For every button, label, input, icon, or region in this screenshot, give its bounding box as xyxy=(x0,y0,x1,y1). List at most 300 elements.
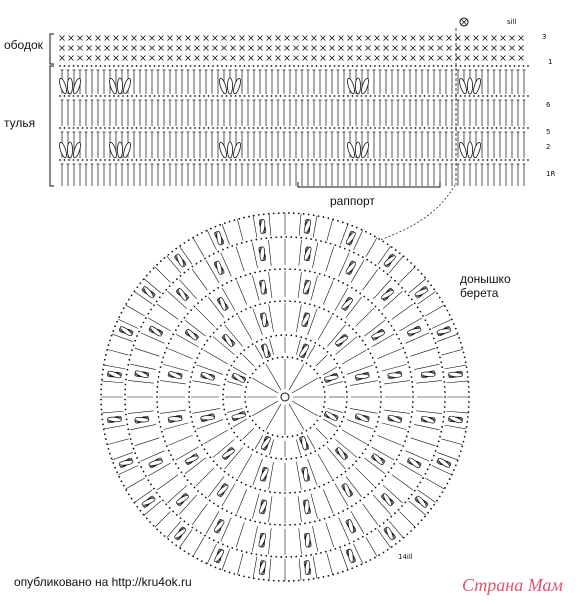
chain-stitch xyxy=(161,361,163,363)
dc-stitch xyxy=(347,420,373,430)
bottom-marker-label: 14ill xyxy=(398,553,413,561)
chain-stitch xyxy=(439,297,441,299)
chain-stitch xyxy=(362,453,364,455)
sc-stitch xyxy=(105,36,110,41)
chain-stitch xyxy=(196,234,198,236)
chain-stitch xyxy=(487,127,489,129)
chain-stitch xyxy=(527,127,529,129)
chain-stitch xyxy=(341,372,343,374)
chain-stitch xyxy=(441,426,443,428)
chain-stitch xyxy=(505,65,507,67)
chain-stitch xyxy=(265,455,267,457)
chain-stitch xyxy=(243,443,245,445)
chain-stitch xyxy=(230,95,232,97)
puff-stitch xyxy=(201,415,215,420)
chain-stitch xyxy=(279,492,281,494)
dc-stitch xyxy=(252,526,257,551)
chain-stitch xyxy=(379,381,381,383)
chain-stitch xyxy=(223,409,225,411)
chain-stitch xyxy=(73,95,75,97)
chain-stitch xyxy=(342,571,344,573)
dc-stitch xyxy=(292,401,318,416)
chain-stitch xyxy=(329,95,331,97)
chain-stitch xyxy=(175,545,177,547)
chain-stitch xyxy=(514,159,516,161)
chain-stitch xyxy=(380,406,382,408)
sc-stitch xyxy=(393,56,398,61)
dc-stitch xyxy=(252,242,257,267)
chain-stitch xyxy=(411,376,413,378)
chain-stitch xyxy=(194,362,196,364)
chain-stitch xyxy=(374,95,376,97)
chain-stitch xyxy=(190,127,192,129)
chain-stitch xyxy=(300,456,302,458)
chain-stitch xyxy=(139,282,141,284)
row-number: 3 xyxy=(542,33,547,41)
dc-stitch xyxy=(350,408,378,413)
chain-stitch xyxy=(247,346,249,348)
chain-stitch xyxy=(122,65,124,67)
chain-stitch xyxy=(124,399,126,401)
chain-stitch xyxy=(118,316,120,318)
chain-stitch xyxy=(351,287,353,289)
dc-stitch xyxy=(311,494,318,519)
dc-stitch xyxy=(237,553,243,574)
chain-stitch xyxy=(289,127,291,129)
chain-stitch xyxy=(421,273,423,275)
chain-stitch xyxy=(236,313,238,315)
chain-stitch xyxy=(307,95,309,97)
chain-stitch xyxy=(437,95,439,97)
chain-stitch xyxy=(393,463,395,465)
chain-stitch xyxy=(68,65,70,67)
chain-stitch xyxy=(436,347,438,349)
chain-stitch xyxy=(352,464,354,466)
chain-stitch xyxy=(280,65,282,67)
chain-stitch xyxy=(356,227,358,229)
row-number: 1R xyxy=(546,170,556,178)
chain-stitch xyxy=(374,159,376,161)
chain-stitch xyxy=(342,510,344,512)
puff-stitch xyxy=(148,459,163,466)
dc-stitch xyxy=(268,528,271,554)
chain-stitch xyxy=(213,290,215,292)
chain-stitch xyxy=(163,65,165,67)
chain-stitch xyxy=(221,65,223,67)
chain-stitch xyxy=(86,95,88,97)
puff-stitch xyxy=(232,78,242,95)
chain-stitch xyxy=(412,401,414,403)
chain-stitch xyxy=(460,65,462,67)
chain-stitch xyxy=(307,65,309,67)
dc-stitch xyxy=(308,309,318,335)
sc-stitch xyxy=(438,46,443,51)
chain-stitch xyxy=(222,399,224,401)
chain-stitch xyxy=(224,471,226,473)
chain-stitch xyxy=(229,221,231,223)
chain-stitch xyxy=(356,95,358,97)
chain-stitch xyxy=(404,291,406,293)
chain-stitch xyxy=(378,483,380,485)
chain-stitch xyxy=(166,445,168,447)
chain-stitch xyxy=(491,159,493,161)
sc-stitch xyxy=(330,46,335,51)
chain-stitch xyxy=(446,127,448,129)
sc-stitch xyxy=(231,36,236,41)
chain-stitch xyxy=(308,579,310,581)
puff-stitch xyxy=(346,78,356,95)
dc-stitch xyxy=(366,238,377,257)
chain-stitch xyxy=(442,421,444,423)
chain-stitch xyxy=(365,65,367,67)
chain-stitch xyxy=(451,95,453,97)
chain-stitch xyxy=(201,299,203,301)
chain-stitch xyxy=(205,497,207,499)
chain-stitch xyxy=(395,543,397,545)
chain-stitch xyxy=(285,556,287,558)
chain-stitch xyxy=(406,436,408,438)
chain-stitch xyxy=(449,478,451,480)
chain-stitch xyxy=(496,95,498,97)
chain-stitch xyxy=(59,127,61,129)
chain-stitch xyxy=(415,159,417,161)
chain-stitch xyxy=(156,396,158,398)
chain-stitch xyxy=(443,411,445,413)
chain-stitch xyxy=(231,512,233,514)
sc-stitch xyxy=(240,56,245,61)
sc-stitch xyxy=(492,46,497,51)
sc-stitch xyxy=(375,36,380,41)
chain-stitch xyxy=(466,371,468,373)
dc-stitch xyxy=(163,423,188,430)
chain-stitch xyxy=(500,127,502,129)
chain-stitch xyxy=(190,95,192,97)
chain-stitch xyxy=(170,338,172,340)
chain-stitch xyxy=(104,65,106,67)
chain-stitch xyxy=(374,431,376,433)
chain-stitch xyxy=(385,475,387,477)
chain-stitch xyxy=(164,352,166,354)
chain-stitch xyxy=(444,406,446,408)
puff-stitch xyxy=(448,415,463,424)
chain-stitch xyxy=(127,159,129,161)
chain-stitch xyxy=(178,467,180,469)
chain-stitch xyxy=(298,95,300,97)
sc-stitch xyxy=(375,56,380,61)
sc-stitch xyxy=(159,36,164,41)
dc-stitch xyxy=(130,364,155,369)
chain-stitch xyxy=(345,406,347,408)
sc-stitch xyxy=(357,36,362,41)
chain-stitch xyxy=(374,65,376,67)
chain-stitch xyxy=(209,293,211,295)
sc-stitch xyxy=(366,36,371,41)
chain-stitch xyxy=(464,65,466,67)
puff-stitch xyxy=(301,436,307,450)
chain-stitch xyxy=(427,512,429,514)
chain-stitch xyxy=(464,159,466,161)
chain-stitch xyxy=(288,212,290,214)
chain-stitch xyxy=(203,127,205,129)
chain-stitch xyxy=(338,280,340,282)
chain-stitch xyxy=(482,127,484,129)
chain-stitch xyxy=(356,565,358,567)
chain-stitch xyxy=(361,65,363,67)
chain-stitch xyxy=(267,360,269,362)
dc-stitch xyxy=(243,428,254,439)
dc-stitch xyxy=(299,214,301,236)
sc-stitch xyxy=(159,46,164,51)
chain-stitch xyxy=(127,95,129,97)
chain-stitch xyxy=(309,303,311,305)
chain-stitch xyxy=(442,301,444,303)
chain-stitch xyxy=(374,362,376,364)
chain-stitch xyxy=(104,159,106,161)
chain-stitch xyxy=(308,214,310,216)
chain-stitch xyxy=(316,420,318,422)
chain-stitch xyxy=(328,482,330,484)
chain-stitch xyxy=(154,159,156,161)
chain-stitch xyxy=(422,315,424,317)
chain-stitch xyxy=(109,65,111,67)
chain-stitch xyxy=(105,438,107,440)
chain-stitch xyxy=(323,576,325,578)
chain-stitch xyxy=(236,243,238,245)
chain-stitch xyxy=(204,535,206,537)
dc-stitch xyxy=(363,269,378,290)
dc-stitch xyxy=(347,365,373,375)
sc-stitch xyxy=(114,56,119,61)
chain-stitch xyxy=(187,524,189,526)
chain-stitch xyxy=(149,159,151,161)
chain-stitch xyxy=(410,262,412,264)
chain-stitch xyxy=(425,473,427,475)
chain-stitch xyxy=(410,159,412,161)
dc-stitch xyxy=(192,269,207,290)
chain-stitch xyxy=(168,343,170,345)
dc-stitch xyxy=(289,404,304,430)
dc-stitch xyxy=(197,365,223,375)
chain-stitch xyxy=(279,524,281,526)
chain-stitch xyxy=(270,556,272,558)
dc-stitch xyxy=(313,216,317,238)
chain-stitch xyxy=(407,431,409,433)
dc-stitch xyxy=(130,424,155,429)
chain-stitch xyxy=(199,95,201,97)
chain-stitch xyxy=(194,159,196,161)
chain-stitch xyxy=(95,159,97,161)
chain-stitch xyxy=(249,377,251,379)
chain-stitch xyxy=(473,65,475,67)
chain-stitch xyxy=(383,522,385,524)
chain-stitch xyxy=(263,430,265,432)
chain-stitch xyxy=(396,334,398,336)
chain-stitch xyxy=(289,65,291,67)
sc-stitch xyxy=(348,46,353,51)
chain-stitch xyxy=(380,391,382,393)
chain-stitch xyxy=(104,95,106,97)
chain-stitch xyxy=(212,65,214,67)
chain-stitch xyxy=(381,313,383,315)
chain-stitch xyxy=(408,498,410,500)
dc-stitch xyxy=(298,496,301,522)
chain-stitch xyxy=(222,508,224,510)
chain-stitch xyxy=(184,272,186,274)
chain-stitch xyxy=(126,423,128,425)
chain-stitch xyxy=(491,65,493,67)
chain-stitch xyxy=(333,514,335,516)
chain-stitch xyxy=(362,536,364,538)
sc-stitch xyxy=(510,36,515,41)
dc-stitch xyxy=(382,364,407,371)
chain-stitch xyxy=(185,159,187,161)
chain-stitch xyxy=(345,386,347,388)
dc-stitch xyxy=(296,462,301,490)
chain-stitch xyxy=(201,444,203,446)
chain-stitch xyxy=(334,548,336,550)
chain-stitch xyxy=(509,65,511,67)
chain-stitch xyxy=(131,95,133,97)
chain-stitch xyxy=(253,65,255,67)
sc-stitch xyxy=(510,56,515,61)
chain-stitch xyxy=(473,127,475,129)
chain-stitch xyxy=(290,458,292,460)
chain-stitch xyxy=(223,404,225,406)
chain-stitch xyxy=(272,434,274,436)
sc-stitch xyxy=(411,46,416,51)
chain-stitch xyxy=(380,401,382,403)
sc-stitch xyxy=(240,36,245,41)
dc-stitch xyxy=(126,305,145,316)
chain-stitch xyxy=(379,267,381,269)
chain-stitch xyxy=(378,376,380,378)
chain-stitch xyxy=(290,236,292,238)
chain-stitch xyxy=(164,535,166,537)
dc-stitch xyxy=(296,339,300,354)
bottom-label: донышко берета xyxy=(460,272,511,300)
chain-stitch xyxy=(433,95,435,97)
chain-stitch xyxy=(427,324,429,326)
dc-stitch xyxy=(237,219,243,240)
chain-stitch xyxy=(465,361,467,363)
chain-stitch xyxy=(167,95,169,97)
chain-stitch xyxy=(294,268,296,270)
chain-stitch xyxy=(343,95,345,97)
chain-stitch xyxy=(59,95,61,97)
chain-stitch xyxy=(158,159,160,161)
row-number: 1 xyxy=(548,58,553,66)
chain-stitch xyxy=(227,247,229,249)
chain-stitch xyxy=(77,159,79,161)
chain-stitch xyxy=(329,127,331,129)
chain-stitch xyxy=(388,127,390,129)
chain-stitch xyxy=(217,159,219,161)
chain-stitch xyxy=(267,432,269,434)
chain-stitch xyxy=(194,487,196,489)
chain-stitch xyxy=(444,305,446,307)
chain-stitch xyxy=(293,95,295,97)
chain-stitch xyxy=(126,374,128,376)
chain-stitch xyxy=(220,467,222,469)
chain-stitch xyxy=(302,65,304,67)
chain-stitch xyxy=(437,127,439,129)
sc-stitch xyxy=(294,36,299,41)
chain-stitch xyxy=(241,242,243,244)
chain-stitch xyxy=(417,307,419,309)
dc-stitch xyxy=(237,489,247,513)
chain-stitch xyxy=(203,95,205,97)
dc-stitch xyxy=(411,438,436,446)
sc-stitch xyxy=(357,56,362,61)
chain-stitch xyxy=(131,159,133,161)
chain-stitch xyxy=(333,278,335,280)
chain-stitch xyxy=(150,309,152,311)
chain-stitch xyxy=(342,282,344,284)
dc-stitch xyxy=(236,247,244,272)
chain-stitch xyxy=(365,344,367,346)
chain-stitch xyxy=(394,512,396,514)
chain-stitch xyxy=(356,127,358,129)
chain-stitch xyxy=(406,259,408,261)
chain-stitch xyxy=(509,95,511,97)
chain-stitch xyxy=(264,270,266,272)
sc-stitch xyxy=(294,56,299,61)
sc-stitch xyxy=(312,36,317,41)
chain-stitch xyxy=(181,471,183,473)
puff-stitch xyxy=(119,460,133,466)
dc-stitch xyxy=(377,435,401,445)
chain-stitch xyxy=(162,357,164,359)
dc-stitch xyxy=(253,309,263,335)
sc-stitch xyxy=(249,56,254,61)
chain-stitch xyxy=(304,270,306,272)
chain-stitch xyxy=(399,252,401,254)
chain-stitch xyxy=(154,65,156,67)
dc-stitch xyxy=(107,439,128,445)
chain-stitch xyxy=(100,95,102,97)
chain-stitch xyxy=(301,360,303,362)
chain-stitch xyxy=(453,469,455,471)
chain-stitch xyxy=(172,459,174,461)
chain-stitch xyxy=(189,381,191,383)
puff-stitch xyxy=(261,280,266,294)
chain-stitch xyxy=(223,389,225,391)
chain-stitch xyxy=(409,426,411,428)
chain-stitch xyxy=(367,444,369,446)
chain-stitch xyxy=(252,449,254,451)
chain-stitch xyxy=(64,159,66,161)
chain-stitch xyxy=(226,65,228,67)
chain-stitch xyxy=(185,65,187,67)
dc-stitch xyxy=(157,304,178,319)
chain-stitch xyxy=(169,507,171,509)
chain-stitch xyxy=(233,219,235,221)
sc-stitch xyxy=(420,56,425,61)
chain-stitch xyxy=(353,540,355,542)
chain-stitch xyxy=(419,481,421,483)
chain-stitch xyxy=(270,237,272,239)
chain-stitch xyxy=(419,311,421,313)
chain-stitch xyxy=(302,159,304,161)
chain-stitch xyxy=(131,349,133,351)
chain-stitch xyxy=(325,551,327,553)
chain-stitch xyxy=(127,127,129,129)
sc-stitch xyxy=(357,46,362,51)
chain-stitch xyxy=(320,240,322,242)
chain-stitch xyxy=(467,376,469,378)
chain-stitch xyxy=(347,284,349,286)
chain-stitch xyxy=(104,127,106,129)
